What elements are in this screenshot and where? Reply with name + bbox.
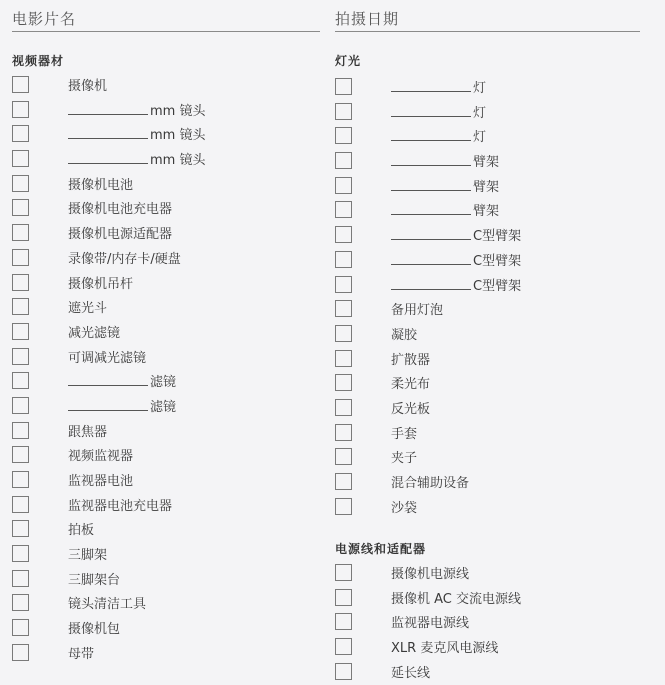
item-label [68, 618, 120, 637]
video-equipment-item [12, 346, 320, 371]
item-text: 反光板 [391, 401, 431, 417]
item-label [391, 151, 499, 170]
shoot-date-input-line[interactable] [335, 31, 640, 32]
shoot-date-label: 拍摄日期 [335, 10, 400, 28]
item-label [391, 398, 430, 417]
item-text: 柔光布 [391, 377, 431, 393]
video-equipment-list [12, 74, 320, 667]
item-text: 扩散器 [391, 352, 431, 368]
item-label [391, 563, 469, 582]
checkbox[interactable] [335, 473, 352, 490]
power-cable-item [335, 661, 640, 685]
item-text: 臂架 [473, 204, 500, 220]
power-cable-item [335, 587, 640, 612]
checkbox[interactable] [335, 424, 352, 441]
fill-in-blank[interactable] [391, 103, 471, 117]
item-label [68, 643, 94, 662]
item-label [68, 396, 176, 415]
video-equipment-item [12, 617, 320, 642]
checkbox[interactable] [12, 471, 29, 488]
item-text: 备用灯泡 [391, 303, 444, 319]
item-text: 监视器电源线 [391, 616, 470, 632]
power-cable-item [335, 562, 640, 587]
checkbox[interactable] [12, 619, 29, 636]
lighting-item [335, 446, 640, 471]
checkbox[interactable] [335, 103, 352, 120]
item-text: 延长线 [391, 665, 431, 681]
lighting-item [335, 397, 640, 422]
item-label [391, 588, 521, 607]
item-label [68, 569, 120, 588]
lighting-title: 灯光 [335, 54, 362, 68]
checkbox[interactable] [335, 78, 352, 95]
lighting-item [335, 471, 640, 496]
power-cable-item [335, 611, 640, 636]
video-equipment-item [12, 568, 320, 593]
lighting-item [335, 422, 640, 447]
film-title-input-line[interactable] [12, 31, 320, 32]
checkbox[interactable] [12, 644, 29, 661]
lighting-item [335, 323, 640, 348]
item-label [391, 637, 498, 656]
video-equipment-item [12, 296, 320, 321]
checkbox[interactable] [335, 399, 352, 416]
lighting-item [335, 298, 640, 323]
fill-in-blank[interactable] [68, 150, 148, 164]
checkbox[interactable] [335, 638, 352, 655]
checkbox[interactable] [12, 249, 29, 266]
item-text: 监视器电池充电器 [68, 498, 173, 514]
video-equipment-item [12, 272, 320, 297]
item-label [68, 347, 146, 366]
fill-in-blank[interactable] [68, 372, 148, 386]
item-text: 减光滤镜 [68, 325, 121, 341]
checkbox[interactable] [12, 446, 29, 463]
item-text: 视频监视器 [68, 449, 134, 465]
checkbox[interactable] [335, 127, 352, 144]
item-text: 滤镜 [150, 375, 177, 391]
checkbox[interactable] [12, 150, 29, 167]
item-text: 三脚架台 [68, 572, 121, 588]
item-label [68, 174, 133, 193]
item-text: 手套 [391, 426, 418, 442]
item-label [68, 593, 146, 612]
checkbox[interactable] [12, 570, 29, 587]
item-text: 灯 [473, 130, 487, 146]
item-text: 录像带/内存卡/硬盘 [68, 251, 181, 267]
item-label [391, 225, 521, 244]
item-label [68, 124, 205, 143]
video-equipment-item [12, 395, 320, 420]
video-equipment-item [12, 197, 320, 222]
lighting-item [335, 125, 640, 150]
item-label [68, 248, 181, 267]
checkbox[interactable] [335, 251, 352, 268]
item-text: XLR 麦克风电源线 [391, 641, 499, 657]
item-label [68, 75, 107, 94]
checkbox[interactable] [335, 448, 352, 465]
item-label [391, 373, 430, 392]
item-text: 摄像机吊杆 [68, 276, 134, 292]
item-text: 臂架 [473, 155, 500, 171]
item-label [68, 297, 107, 316]
checkbox[interactable] [12, 175, 29, 192]
checkbox[interactable] [335, 663, 352, 680]
item-text: 夹子 [391, 451, 418, 467]
lighting-item [335, 372, 640, 397]
lighting-item [335, 101, 640, 126]
item-label [391, 612, 469, 631]
item-label [391, 77, 486, 96]
item-label [391, 324, 417, 343]
item-label [391, 447, 417, 466]
lighting-list [335, 76, 640, 520]
video-equipment-item [12, 74, 320, 99]
item-label [68, 421, 107, 440]
item-text: 摄像机电池 [68, 177, 134, 193]
video-equipment-item [12, 370, 320, 395]
item-text: 可调减光滤镜 [68, 350, 147, 366]
item-label [68, 149, 205, 168]
checkbox[interactable] [12, 274, 29, 291]
fill-in-blank[interactable] [391, 177, 471, 191]
item-label [68, 519, 94, 538]
item-label [68, 223, 172, 242]
checkbox[interactable] [12, 348, 29, 365]
checkbox[interactable] [12, 520, 29, 537]
video-equipment-item [12, 123, 320, 148]
item-label [68, 273, 133, 292]
video-equipment-item [12, 222, 320, 247]
item-text: mm 镜头 [150, 103, 206, 119]
checkbox[interactable] [12, 323, 29, 340]
checkbox[interactable] [12, 76, 29, 93]
checkbox[interactable] [335, 300, 352, 317]
item-label [68, 445, 133, 464]
item-text: 沙袋 [391, 500, 418, 516]
fill-in-blank[interactable] [68, 101, 148, 115]
lighting-item [335, 348, 640, 373]
checkbox[interactable] [335, 613, 352, 630]
fill-in-blank[interactable] [391, 152, 471, 166]
item-text: 摄像机包 [68, 622, 121, 638]
checkbox[interactable] [12, 224, 29, 241]
item-label [391, 200, 499, 219]
video-equipment-item [12, 469, 320, 494]
checkbox[interactable] [12, 594, 29, 611]
item-label [391, 423, 417, 442]
checkbox[interactable] [335, 350, 352, 367]
item-label [391, 662, 430, 681]
checkbox[interactable] [12, 496, 29, 513]
video-equipment-item [12, 173, 320, 198]
item-label [391, 349, 430, 368]
video-equipment-item [12, 321, 320, 346]
fill-in-blank[interactable] [391, 78, 471, 92]
checkbox[interactable] [12, 372, 29, 389]
video-equipment-item [12, 420, 320, 445]
fill-in-blank[interactable] [391, 276, 471, 290]
item-text: 跟焦器 [68, 424, 108, 440]
fill-in-blank[interactable] [391, 226, 471, 240]
video-equipment-item [12, 518, 320, 543]
item-label [391, 275, 521, 294]
item-text: 三脚架 [68, 548, 108, 564]
lighting-item [335, 76, 640, 101]
item-label [68, 322, 120, 341]
item-label [68, 198, 172, 217]
fill-in-blank[interactable] [68, 125, 148, 139]
item-text: 摄像机电池充电器 [68, 202, 173, 218]
item-label [391, 299, 443, 318]
video-equipment-item [12, 543, 320, 568]
checkbox[interactable] [335, 374, 352, 391]
checkbox[interactable] [12, 125, 29, 142]
item-text: 灯 [473, 105, 487, 121]
lighting-item [335, 249, 640, 274]
item-label [391, 176, 499, 195]
checkbox[interactable] [335, 201, 352, 218]
fill-in-blank[interactable] [68, 397, 148, 411]
fill-in-blank[interactable] [391, 251, 471, 265]
item-label [391, 126, 486, 145]
checkbox[interactable] [335, 589, 352, 606]
item-label [391, 497, 417, 516]
item-text: 摄像机电源线 [391, 567, 470, 582]
checkbox[interactable] [12, 397, 29, 414]
item-text: 灯 [473, 81, 487, 96]
lighting-item [335, 150, 640, 175]
lighting-item [335, 224, 640, 249]
item-text: 拍板 [68, 523, 95, 539]
video-equipment-item [12, 494, 320, 519]
item-text: 摄像机电源适配器 [68, 227, 173, 243]
item-text: 滤镜 [150, 399, 177, 415]
item-label [68, 100, 205, 119]
item-label [68, 470, 133, 489]
film-title-label: 电影片名 [12, 10, 77, 28]
item-text: mm 镜头 [150, 128, 206, 144]
item-text: 臂架 [473, 179, 500, 195]
video-equipment-item [12, 642, 320, 667]
lighting-item [335, 496, 640, 521]
power-list [335, 562, 640, 685]
item-label [391, 472, 469, 491]
video-equipment-item [12, 592, 320, 617]
checkbox[interactable] [335, 226, 352, 243]
item-label [391, 250, 521, 269]
checkbox[interactable] [335, 177, 352, 194]
checkbox[interactable] [12, 545, 29, 562]
item-text: C型臂架 [473, 229, 522, 245]
video-equipment-item [12, 99, 320, 124]
item-text: C型臂架 [473, 278, 522, 294]
lighting-item [335, 274, 640, 299]
video-equipment-item [12, 247, 320, 272]
lighting-item [335, 175, 640, 200]
fill-in-blank[interactable] [391, 201, 471, 215]
item-label [391, 102, 486, 121]
checkbox[interactable] [335, 325, 352, 342]
video-equipment-item [12, 148, 320, 173]
item-text: mm 镜头 [150, 153, 206, 169]
video-equipment-title: 视频器材 [12, 54, 65, 68]
item-text: 摄像机 [68, 79, 108, 94]
video-equipment-item [12, 444, 320, 469]
item-text: 母带 [68, 646, 95, 662]
power-cable-item [335, 636, 640, 661]
item-text: 遮光斗 [68, 301, 108, 317]
item-label [68, 495, 172, 514]
fill-in-blank[interactable] [391, 127, 471, 141]
item-text: 混合辅助设备 [391, 476, 470, 491]
item-text: 凝胶 [391, 327, 418, 343]
item-text: 监视器电池 [68, 474, 134, 489]
checkbox[interactable] [335, 152, 352, 169]
checkbox[interactable] [335, 276, 352, 293]
checkbox[interactable] [12, 199, 29, 216]
checkbox[interactable] [335, 498, 352, 515]
lighting-item [335, 199, 640, 224]
checkbox[interactable] [12, 101, 29, 118]
item-label [68, 371, 176, 390]
item-text: C型臂架 [473, 253, 522, 269]
item-label [68, 544, 107, 563]
checkbox[interactable] [335, 564, 352, 581]
checkbox[interactable] [12, 422, 29, 439]
item-text: 镜头清洁工具 [68, 597, 147, 613]
checkbox[interactable] [12, 298, 29, 315]
power-title: 电源线和适配器 [335, 542, 427, 556]
item-text: 摄像机 AC 交流电源线 [391, 591, 522, 607]
